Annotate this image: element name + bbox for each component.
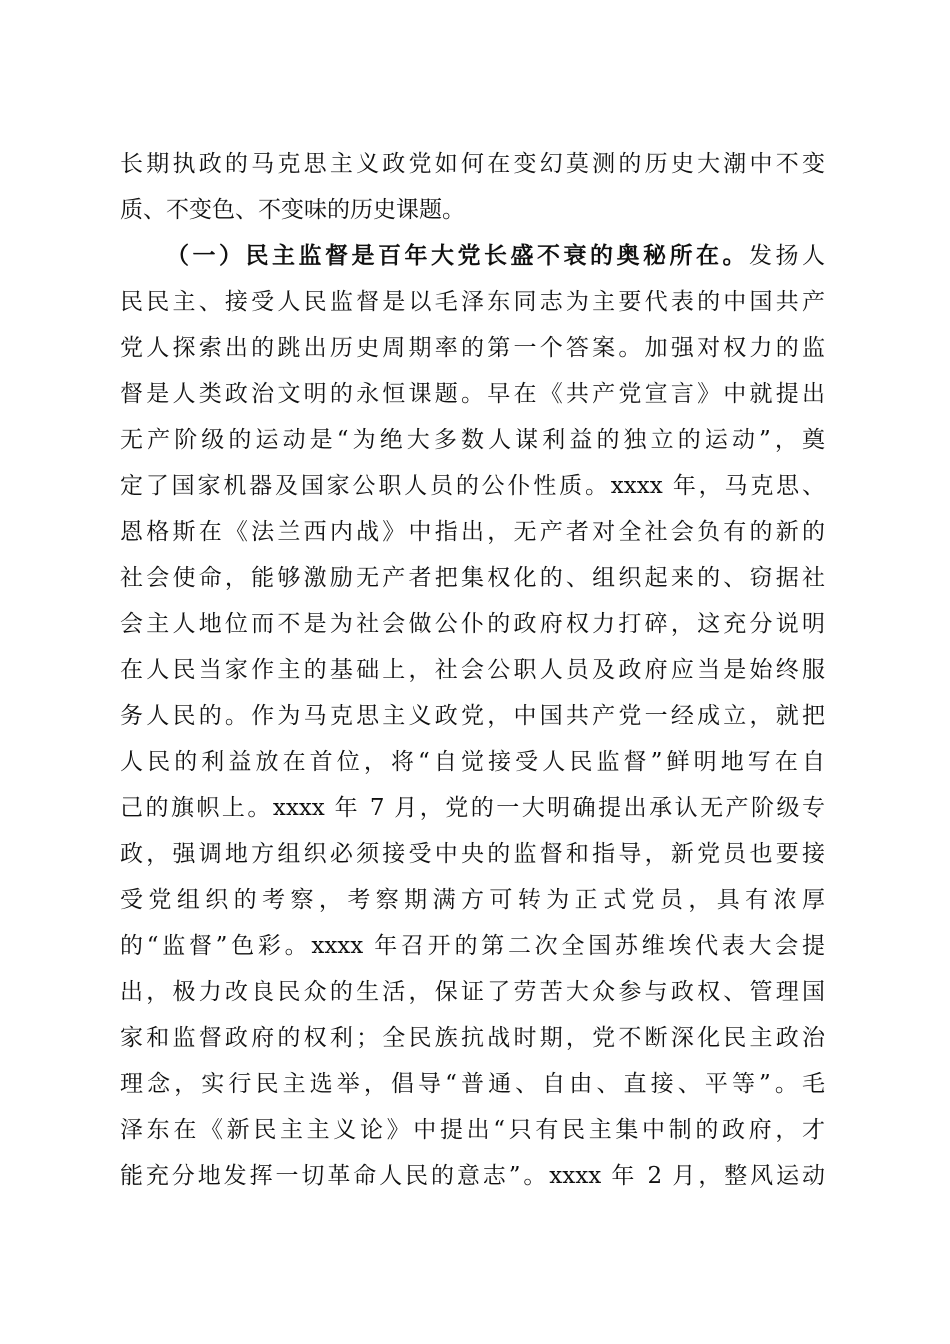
text-line: 无产阶级的运动是“为绝大多数人谋利益的独立的运动”，奠 [120, 427, 825, 453]
text-line: 出，极力改良民众的生活，保证了劳苦大众参与政权、管理国 [120, 979, 825, 1005]
text-line: 务人民的。作为马克思主义政党，中国共产党一经成立，就把 [120, 703, 825, 729]
text-line: 定了国家机器及国家公职人员的公仆性质。xxxx 年，马克思、 [120, 473, 825, 499]
text-line: 恩格斯在《法兰西内战》中指出，无产者对全社会负有的新的 [120, 519, 825, 545]
section-heading-line [120, 233, 825, 279]
text-line: 受党组织的考察，考察期满方可转为正式党员，具有浓厚 [120, 887, 825, 913]
text-line: 泽东在《新民主主义论》中提出“只有民主集中制的政府，才 [120, 1117, 825, 1143]
text-line: 能充分地发挥一切革命人民的意志”。xxxx 年 2 月，整风运动 [120, 1163, 825, 1189]
text-line: 家和监督政府的权利；全民族抗战时期，党不断深化民主政治 [120, 1025, 825, 1051]
text-line: 党人探索出的跳出历史周期率的第一个答案。加强对权力的监 [120, 335, 825, 361]
heading-line-continuation: 发扬人 [749, 243, 825, 269]
text-line: 长期执政的马克思主义政党如何在变幻莫测的历史大潮中不变 [120, 151, 825, 177]
text-line: 会主人地位而不是为社会做公仆的政府权力打碎，这充分说明 [120, 611, 825, 637]
text-line: 己的旗帜上。xxxx 年 7 月，党的一大明确提出承认无产阶级专 [120, 795, 825, 821]
section-heading: （一）民主监督是百年大党长盛不衰的奥秘所在。 [166, 242, 749, 269]
text-line: 的“监督”色彩。xxxx 年召开的第二次全国苏维埃代表大会提 [120, 933, 825, 959]
text-line: 督是人类政治文明的永恒课题。早在《共产党宣言》中就提出 [120, 381, 825, 407]
text-line: 在人民当家作主的基础上，社会公职人员及政府应当是始终服 [120, 657, 825, 683]
text-line: 理念，实行民主选举，倡导“普通、自由、直接、平等”。毛 [120, 1071, 825, 1097]
text-line: 社会使命，能够激励无产者把集权化的、组织起来的、窃据社 [120, 565, 825, 591]
text-line: 人民的利益放在首位，将“自觉接受人民监督”鲜明地写在自 [120, 749, 825, 775]
text-line: 政，强调地方组织必须接受中央的监督和指导，新党员也要接 [120, 841, 825, 867]
text-line: 民民主、接受人民监督是以毛泽东同志为主要代表的中国共产 [120, 289, 825, 315]
text-line: 质、不变色、不变味的历史课题。 [120, 197, 465, 223]
body-text [120, 141, 825, 1199]
